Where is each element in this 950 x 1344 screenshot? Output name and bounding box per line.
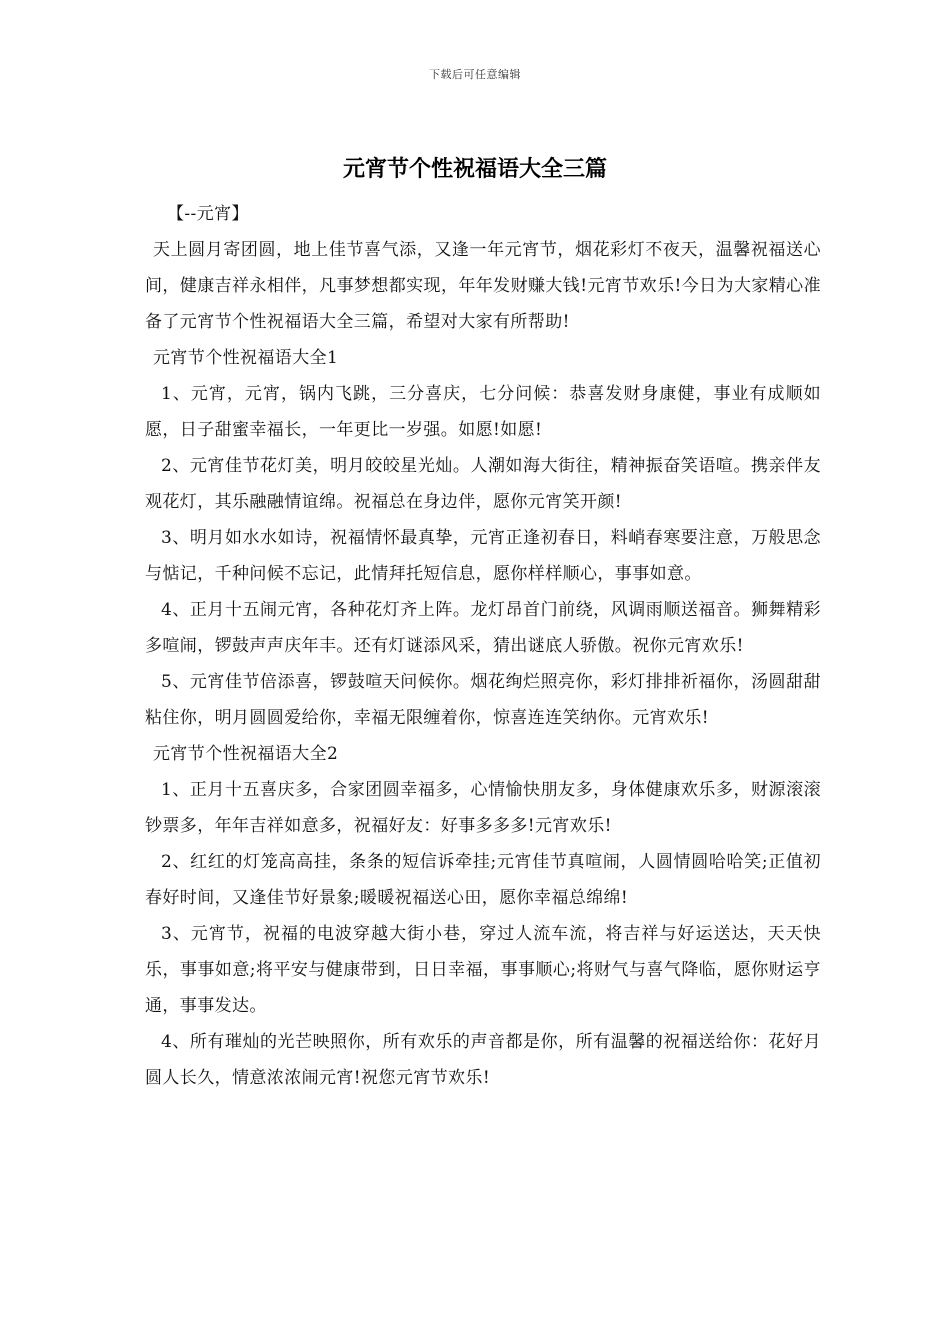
- intro-paragraph: 天上圆月寄团圆，地上佳节喜气添，又逢一年元宵节，烟花彩灯不夜天，温馨祝福送心间，健康吉祥永相伴，凡事梦想都实现，年年发财赚大钱!元宵节欢乐!今日为大家精心准备了元宵节个性祝福语大全三篇，希望对大家有所帮助!: [145, 240, 821, 332]
- section-heading-2: 元宵节个性祝福语大全2: [153, 744, 339, 764]
- list-item: 1、正月十五喜庆多，合家团圆幸福多，心情愉快朋友多，身体健康欢乐多，财源滚滚钞票多，年年吉祥如意多，祝福好友：好事多多多!元宵欢乐!: [145, 780, 821, 836]
- document-title: 元宵节个性祝福语大全三篇: [342, 156, 607, 182]
- list-item: 3、明月如水水如诗，祝福情怀最真挚，元宵正逢初春日，料峭春寒要注意，万般思念与惦记，千种问候不忘记，此情拜托短信息，愿你样样顺心，事事如意。: [145, 528, 821, 584]
- category-tag: 【--元宵】: [167, 204, 249, 224]
- list-item: 3、元宵节，祝福的电波穿越大街小巷，穿过人流车流，将吉祥与好运送达，天天快乐，事事如意;将平安与健康带到，日日幸福，事事顺心;将财气与喜气降临，愿你财运亨通，事事发达。: [145, 924, 821, 1016]
- list-item: 5、元宵佳节倍添喜，锣鼓喧天问候你。烟花绚烂照亮你，彩灯排排祈福你，汤圆甜甜粘住你，明月圆圆爱给你，幸福无限缠着你，惊喜连连笑纳你。元宵欢乐!: [145, 672, 821, 728]
- document-body: [145, 196, 821, 1096]
- list-item: 1、元宵，元宵，锅内飞跳，三分喜庆，七分问候：恭喜发财身康健，事业有成顺如愿，日子甜蜜幸福长，一年更比一岁强。如愿!如愿!: [145, 384, 821, 440]
- list-item: 4、所有璀灿的光芒映照你，所有欢乐的声音都是你，所有温馨的祝福送给你：花好月圆人长久，情意浓浓闹元宵!祝您元宵节欢乐!: [145, 1032, 821, 1088]
- list-item: 4、正月十五闹元宵，各种花灯齐上阵。龙灯昂首门前绕，风调雨顺送福音。狮舞精彩多喧闹，锣鼓声声庆年丰。还有灯谜添风采，猜出谜底人骄傲。祝你元宵欢乐!: [145, 600, 821, 656]
- section-heading-1: 元宵节个性祝福语大全1: [153, 348, 339, 368]
- list-item: 2、元宵佳节花灯美，明月皎皎星光灿。人潮如海大街往，精神振奋笑语喧。携亲伴友观花灯，其乐融融情谊绵。祝福总在身边伴，愿你元宵笑开颜!: [145, 456, 821, 512]
- list-item: 2、红红的灯笼高高挂，条条的短信诉牵挂;元宵佳节真喧闹，人圆情圆哈哈笑;正值初春好时间，又逢佳节好景象;暖暖祝福送心田，愿你幸福总绵绵!: [145, 852, 821, 908]
- header-note: 下载后可任意编辑: [429, 68, 521, 81]
